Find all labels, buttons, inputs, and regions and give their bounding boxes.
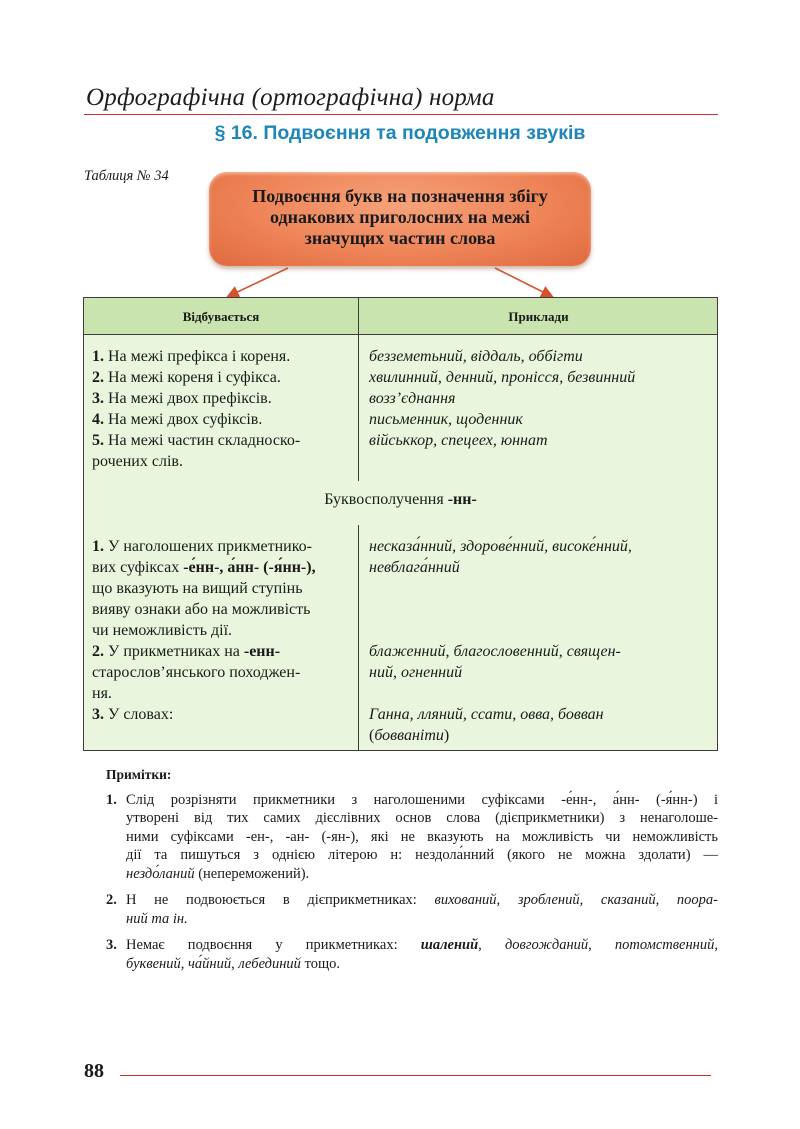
note-line: ний та ін.: [126, 910, 188, 927]
example-line: невблага́нний: [369, 559, 460, 576]
note-line: Слід розрізняти прикметники з наголошеними суфіксами -е́нн-, а́нн- (-я́нн-) і: [126, 791, 718, 808]
note-line: нездо́ланий (непереможений).: [126, 865, 310, 882]
group2-examples: [369, 641, 621, 683]
rule-item: 1. На межі префікса і кореня.: [92, 348, 291, 365]
note-line: дії та пишуться з однією літерою н: нездола́нний (якого не можна здолати) —: [126, 847, 718, 863]
rule-item: 2. На межі кореня і суфікса.: [92, 369, 281, 386]
header-left: Відбувається: [182, 309, 260, 324]
example-line: блаженний, благословенний, священ-: [369, 643, 621, 660]
example-line: возз’єднання: [369, 390, 456, 407]
bubble-line: однакових приголосних на межі: [270, 207, 530, 227]
rule-item-cont: вих суфіксах -е́нн-, а́нн- (-я́нн-),: [92, 559, 316, 576]
rule-item: 4. На межі двох суфіксів.: [92, 411, 263, 428]
table-header: [84, 298, 717, 335]
rule-item: 1. У наголошених прикметнико-: [92, 538, 313, 555]
example-line: Ганна, лляний, ссати, овва, бовван: [369, 706, 604, 723]
bubble-line: Подвоєння букв на позначення збігу: [252, 186, 548, 206]
example-line: ний, огненний: [369, 664, 463, 681]
note-line: ними суфіксами -ен-, -ан- (-ян-), які не вказують на можливість чи неможливість: [126, 828, 718, 845]
rule-item-cont: чи неможливість дії.: [92, 622, 233, 639]
notes-title: Примітки:: [106, 767, 172, 782]
rule-item: рочених слів.: [92, 453, 183, 470]
rule-item-cont: старослов’янського походжен-: [92, 664, 301, 681]
footer-rule: [120, 1075, 711, 1076]
running-head: Орфографічна (ортографічна) норма: [86, 84, 495, 111]
header-right: Приклади: [508, 309, 569, 324]
column-divider: [358, 525, 359, 751]
group2-examples: [369, 704, 604, 746]
page-number: 88: [84, 1060, 104, 1082]
note-line: Немає подвоєння у прикметниках: шалений, довгожданий, потомственний,: [126, 937, 719, 953]
example-line: письменник, щоденник: [369, 411, 523, 428]
example-line: несказа́нний, здорове́нний, високе́нний,: [369, 538, 632, 555]
arrow-right: [495, 268, 551, 296]
example-line: (бовваніти): [369, 727, 450, 744]
subheading-nn: Буквосполучення -нн-: [324, 491, 477, 508]
rule-item: 3. У словах:: [92, 706, 174, 723]
rules-table: [83, 297, 718, 751]
notes: [106, 766, 718, 981]
rule-item: 5. На межі частин складноско-: [92, 432, 301, 449]
example-line: безземетьний, віддаль, оббігти: [369, 348, 583, 365]
group2-left: [92, 536, 350, 725]
example-line: хвилинний, денний, пронісся, безвинний: [369, 369, 636, 386]
group1-left: [92, 346, 300, 472]
group1-examples: [369, 346, 635, 451]
note-line: буквений, ча́йний, лебединий тощо.: [126, 955, 340, 972]
section-title: § 16. Подвоєння та подовження звуків: [214, 122, 586, 144]
note-line: утворені від тих самих дієслівних основ слова (дієприкметники) з ненаголоше-: [126, 810, 718, 826]
note-line: Н не подвоюється в дієприкметниках: вихований, зроблений, сказаний, поора-: [126, 892, 718, 908]
bubble-line: значущих частин слова: [304, 228, 496, 248]
note-item: 3. Немає подвоєння у прикметниках: шалений, довгожданий, потомственний, буквений, ча́йний, лебединий тощо.: [106, 937, 719, 972]
rule-item: 3. На межі двох префіксів.: [92, 390, 272, 407]
group2-examples: [369, 536, 632, 578]
note-item: 2. Н не подвоюється в дієприкметниках: вихований, зроблений, сказаний, поора- ний та ін.: [106, 892, 718, 927]
note-item: 1. Слід розрізняти прикметники з наголошеними суфіксами -е́нн-, а́нн- (-я́нн-) і утворені від тих самих дієслівних основ слова (дієприкметники) з ненаголоше- ними суфіксами -ен-, -ан- (-ян-), які не вказують на можливість чи неможливість дії та пишуться з однією літерою н: нездола́нний (якого не можна здолати) — нездо́ланий (непереможений).: [106, 791, 718, 882]
table-caption: Таблиця № 34: [84, 168, 169, 184]
rule-item-cont: ня.: [92, 685, 112, 702]
rule-item-cont: що вказують на вищий ступінь: [92, 580, 303, 597]
example-line: військкор, спецеех, юннат: [369, 432, 548, 449]
rule-item-cont: вияву ознаки або на можливість: [92, 601, 311, 618]
column-divider: [358, 298, 359, 481]
bubble-arrows: [0, 0, 800, 310]
arrow-left: [229, 268, 288, 296]
rule-item: 2. У прикметниках на -енн-: [92, 643, 281, 660]
